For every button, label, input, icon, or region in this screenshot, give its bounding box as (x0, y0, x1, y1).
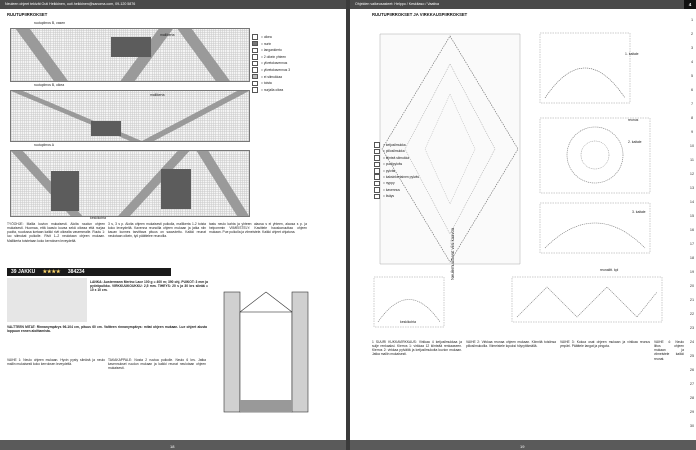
keskikohta-label: keskikohta (400, 320, 417, 324)
side-index-number[interactable]: 30 (689, 424, 695, 428)
side-index-number[interactable]: 22 (689, 312, 695, 316)
right-text-col-2: VAIHE 2: Virkkaa reunaa ohjeen mukaan. Kiinnitä toisiinsa piilosilmukoilla. Viimeistele lopuksi höyryttämällä. (466, 340, 556, 349)
left-footer-number: 18 (170, 444, 175, 449)
side-index-number[interactable]: 27 (689, 382, 695, 386)
side-index-number[interactable]: 4 (690, 60, 694, 64)
right-section-title: RUUTUPIIRROKSET JA VIRKKAUSPIIRROKSET (372, 12, 468, 17)
chart-a (10, 150, 250, 217)
side-index-number[interactable]: 18 (689, 256, 695, 260)
left-measures: VALTTEEN MITAT: Rinnanympärys 96-104 cm, pituus 60 cm. Valtteen rinnanympärys: mitat ohjeen mukaan. Lue ohjeet alusta loppuun ennen aloittamista. (7, 325, 207, 334)
side-index-number[interactable]: 29 (689, 410, 695, 414)
left-text-col-1: TYÖOHJE: Mallia kuvion mukaisesti. Aloita ruudun ohjeen mukaisesti. Huomaa, että kaavio kuvaa sekä oikeaa että nurjaa puolta, ruudussa luetaan kaikki rivit oikealta vasemmalle. Ruutu 1: luo silmukat puikolle. Rivit 1–2 neulotaan ohjeen mukaan. Mallikerta toistetaan koko kerroksen leveydeltä. (7, 222, 105, 243)
kaitale-1-label: 1. kaitale (625, 52, 639, 56)
side-index-number[interactable]: 1 (690, 18, 694, 22)
side-index-number[interactable]: 14 (689, 200, 695, 204)
legend-item: = ylivetokavennus (252, 60, 290, 67)
left-text-col-2: 3 s, 3 s p. Aloita ohjeen mukaisesti puikolla, mallikerta 1-2 toista koko leveydeltä. Kavenna reunoilla ohjeen mukaan ja jatka niin kauan kunnes tarvittava pituus on saavutettu. Kaikki reunat neulotaan oikein, työ päättelee reunoilla. (108, 222, 206, 239)
right-legend (374, 142, 419, 200)
left-page (0, 0, 346, 450)
chart-a-title: ruutupiirros A (34, 143, 54, 147)
legend-item: = ketjusilmukka (374, 142, 419, 148)
chart-a-caption: keskikohta (90, 216, 107, 220)
side-index-number[interactable]: 25 (689, 354, 695, 358)
legend-item: = nyppy (374, 180, 419, 186)
right-vertical-note: Neulemuuttuvat viisi kaavoa (450, 227, 455, 280)
right-page-number: 4 (684, 0, 696, 9)
legend-item: = puolipylväs (374, 161, 419, 167)
side-index-number[interactable]: 3 (690, 46, 694, 50)
jakku-schematic (210, 282, 316, 432)
chart-b-oikea-mallikerta: mallikerta (150, 93, 165, 97)
side-index-number[interactable]: 6 (690, 88, 694, 92)
chart-b-oikea-diagonal (11, 91, 249, 141)
right-footer-number: 19 (520, 444, 525, 449)
side-index-number[interactable]: 7 (690, 102, 694, 106)
side-index-number[interactable]: 9 (690, 130, 694, 134)
side-index-number[interactable]: 24 (689, 340, 695, 344)
legend-item: = 2 oikein yhteen (252, 54, 290, 61)
jakku-title: 39 JAKKU (11, 269, 36, 275)
right-text-col-1: 1 SUURI KUKKAVIRKKAUS: Virkkaa 4 ketjusilmukkaa ja sulje renkaaksi. Kierros 1: virkkaa 12 kiinteää renkaaseen. Kierros 2: virkkaa pylväitä ja ketjusilmukoita kuvion mukaan. Jatka mallin mukaisesti. (372, 340, 462, 357)
left-footer (0, 440, 346, 450)
legend-item: = ei silmukkaa (252, 74, 290, 81)
legend-item: = kiinteä silmukka (374, 155, 419, 161)
jakku-banner: 39 JAKKU ★★★★ 384234 (7, 268, 171, 276)
left-header: Neuleen ohjeet tekivät Outi Heikkinen, outi.heikkinen@sanoma.com, 09-120 5876 (0, 0, 346, 9)
crochet-edging-chart (372, 272, 672, 332)
legend-item: = nurjalla oikea (252, 87, 290, 94)
legend-item: = lisäys (374, 193, 419, 199)
legend-item: = nurin (252, 41, 290, 48)
chart-b-block (111, 37, 151, 57)
side-index-number[interactable]: 17 (689, 242, 695, 246)
side-index-number[interactable]: 8 (690, 116, 694, 120)
left-section-title: RUUTUPIIRROKSET (7, 12, 48, 17)
legend-item: = toista (252, 80, 290, 87)
legend-item: = langankierto (252, 47, 290, 54)
chart-b-oikea-diagonal (11, 91, 249, 141)
legend-item: = ylivetokavennus 3 (252, 67, 290, 74)
reunus-label: reunus (628, 118, 639, 122)
side-index-number[interactable]: 15 (689, 214, 695, 218)
side-index-number[interactable]: 23 (689, 326, 695, 330)
legend-item: = pylväs (374, 168, 419, 174)
right-header: Ohjeiden vaikeusasteet: Helppo / Keskitaso / Vaativa (350, 0, 696, 9)
legend-item: = piilosilmukka (374, 148, 419, 154)
kaitale-2-label: 2. kaitale (628, 140, 642, 144)
side-index-number[interactable]: 13 (689, 186, 695, 190)
side-index-number[interactable]: 19 (689, 270, 695, 274)
side-index-number[interactable]: 20 (689, 284, 695, 288)
right-text-col-4: VAIHE 4: Neulo liitos ohjeen mukaan ja viimeistele kaikki reunat. (654, 340, 684, 361)
left-takakappale: TAKAKAPPALE: Nosta 2 ruutua puikolle. Neulo 6 krs. Jatka kavennukset ruudun mukaan ja kaikki reunat neulotaan ohjeen mukaisesti. (108, 358, 206, 371)
chart-b-oikea-block (91, 121, 121, 136)
jakku-materials: LANKA: Austermann Merino Lace 100 g = 400 m; 390 ohj. PUIKOT: 3 mm ja pyöröpuikko. VIRKKUUKOUKKU: 2,5 mm. TIHEYS: 20 s ja 30 krs sileää = 10 x 10 cm. (90, 280, 208, 293)
side-index (688, 18, 696, 438)
legend-item: = kavennus (374, 187, 419, 193)
legend-item: = kaksinkertainen pylväs (374, 174, 419, 180)
side-index-number[interactable]: 28 (689, 396, 695, 400)
kaitale-3-label: 3. kaitale (632, 210, 646, 214)
side-index-number[interactable]: 5 (690, 74, 694, 78)
chart-b-oikea-title: ruutupiirros B, oikea (34, 83, 65, 87)
chart-b-vasen (10, 28, 250, 82)
jakku-photo-placeholder (7, 278, 87, 322)
legend-item: = oikea (252, 34, 290, 41)
right-page (350, 0, 696, 450)
right-footer (350, 440, 696, 450)
chart-a-block (161, 169, 191, 209)
side-index-number[interactable]: 12 (689, 172, 695, 176)
chart-b-mallikerta: mallikerta (160, 33, 175, 37)
right-text-col-3: VAIHE 3: Kokoa osat ohjeen mukaan ja virkkaa reunus ympäri. Päättele langat ja pingota. (560, 340, 650, 349)
chart-a-block (51, 171, 79, 211)
reunalitt-label: reunalitt. kpl (600, 268, 619, 272)
left-text-col-3: tastu neulo kahta ja yhteen: alaosa s ei yhteen, alaosa s p. ja helpommin VIIMEISTELY: Kasittele hauskanuuttaa ohjeen mukaan. Pue puikolla ja viimeistele. Kaikki ohjeet ohjatuna. (209, 222, 307, 235)
left-legend (252, 34, 290, 93)
jakku-code: 384234 (67, 269, 85, 275)
crochet-motif-stack (535, 28, 675, 258)
side-index-number[interactable]: 10 (689, 144, 695, 148)
side-index-number[interactable]: 21 (689, 298, 695, 302)
side-index-number[interactable]: 26 (689, 368, 695, 372)
side-index-number[interactable]: 11 (690, 158, 694, 162)
left-vaihe: VAIHE 1: Neulo ohjeen mukaan. Hyvin pysty sileänä ja neulo mallin mukaisesti koko kerroksen leveydeltä. (7, 358, 105, 367)
chart-b-title: ruutupiirros B, vasen (34, 21, 66, 25)
side-index-number[interactable]: 16 (689, 228, 695, 232)
side-index-number[interactable]: 2 (690, 32, 694, 36)
chart-b-oikea (10, 90, 250, 142)
